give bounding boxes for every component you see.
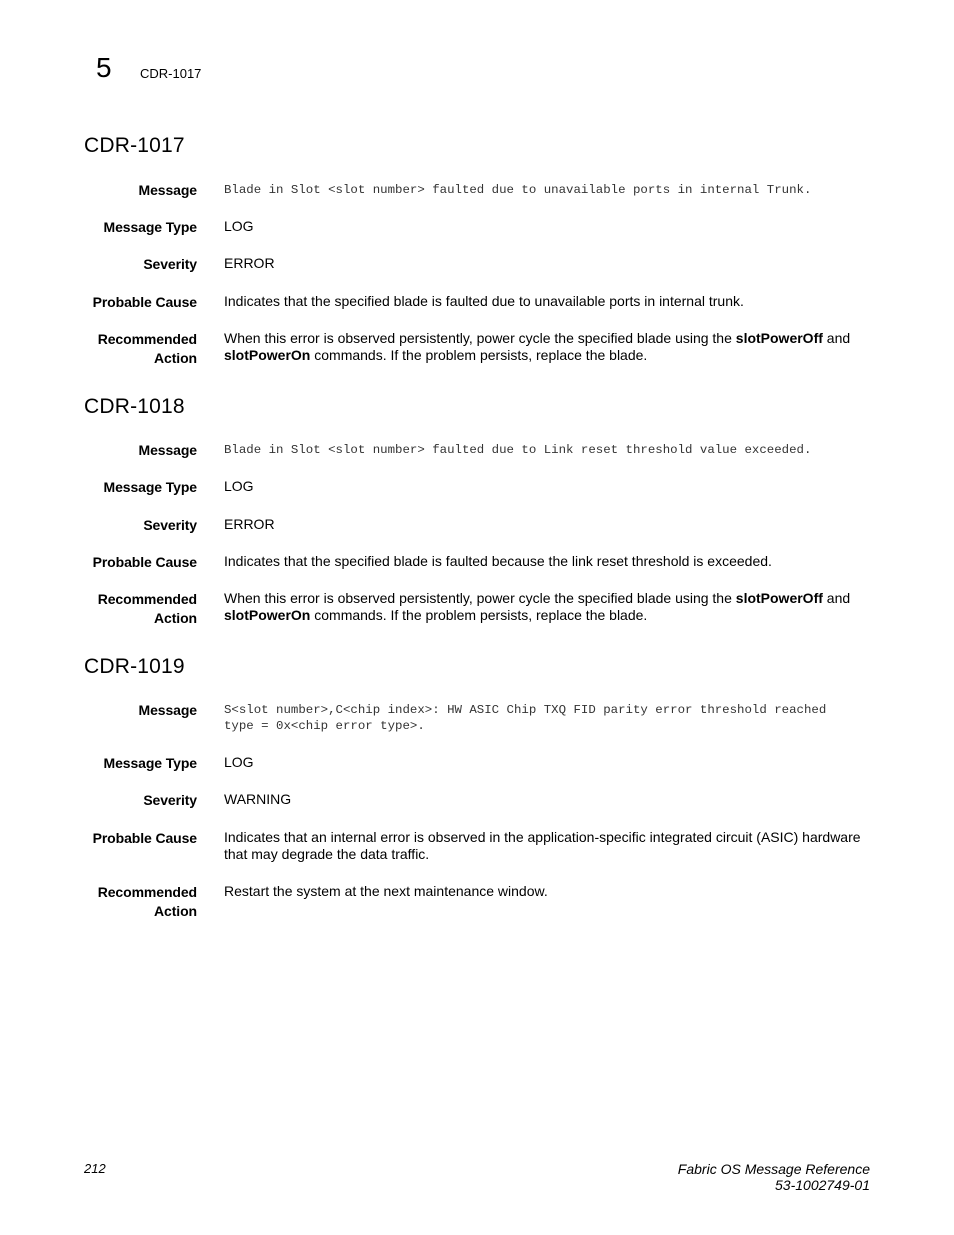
document-info bbox=[678, 1161, 870, 1193]
recommended-action-label bbox=[60, 883, 197, 921]
document-number: 53-1002749-01 bbox=[775, 1177, 870, 1193]
message-text: Blade in Slot <slot number> faulted due to unavailable ports in internal Trunk. bbox=[224, 183, 812, 197]
label-line: Recommended bbox=[97, 331, 197, 347]
probable-cause-value: Indicates that the specified blade is faulted due to unavailable ports in internal trunk. bbox=[224, 293, 744, 309]
message-label: Message bbox=[138, 442, 197, 458]
command-name: slotPowerOn bbox=[224, 347, 311, 363]
label-line: Action bbox=[154, 350, 197, 366]
page-number: 212 bbox=[84, 1161, 106, 1176]
entry-title: CDR-1019 bbox=[84, 655, 185, 678]
entry-title: CDR-1017 bbox=[84, 134, 185, 157]
cause-line: Indicates that an internal error is observed in the application-specific integrated circuit (ASIC) hardware bbox=[224, 829, 861, 845]
message-type-value: LOG bbox=[224, 478, 254, 494]
chapter-number: 5 bbox=[96, 52, 112, 83]
severity-value: ERROR bbox=[224, 516, 275, 532]
message-type-label: Message Type bbox=[103, 479, 197, 495]
document-title: Fabric OS Message Reference bbox=[677, 1161, 870, 1177]
label-line: Action bbox=[154, 610, 197, 626]
message-type-value: LOG bbox=[224, 754, 254, 770]
message-type-label: Message Type bbox=[103, 219, 197, 235]
recommended-action-value bbox=[224, 590, 869, 624]
message-text bbox=[224, 702, 869, 734]
message-line: S<slot number>,C<chip index>: HW ASIC Chip TXQ FID parity error threshold reached bbox=[224, 703, 827, 717]
severity-value: ERROR bbox=[224, 255, 275, 271]
probable-cause-label: Probable Cause bbox=[92, 830, 197, 846]
command-name: slotPowerOff bbox=[735, 330, 823, 346]
action-text: and bbox=[822, 590, 851, 606]
probable-cause-label: Probable Cause bbox=[92, 554, 197, 570]
probable-cause-label: Probable Cause bbox=[92, 294, 197, 310]
probable-cause-value bbox=[224, 829, 869, 863]
command-name: slotPowerOn bbox=[224, 607, 311, 623]
cause-line: that may degrade the data traffic. bbox=[224, 846, 430, 862]
entry-title: CDR-1018 bbox=[84, 395, 185, 418]
severity-label: Severity bbox=[143, 256, 197, 272]
recommended-action-value bbox=[224, 330, 869, 364]
severity-label: Severity bbox=[143, 517, 197, 533]
message-label: Message bbox=[138, 182, 197, 198]
action-text: commands. If the problem persists, replace the blade. bbox=[310, 607, 648, 623]
severity-value: WARNING bbox=[224, 791, 292, 807]
message-line: type = 0x<chip error type>. bbox=[224, 719, 425, 733]
message-type-value: LOG bbox=[224, 218, 254, 234]
message-type-label: Message Type bbox=[103, 755, 197, 771]
action-text: When this error is observed persistently, power cycle the specified blade using the bbox=[224, 590, 736, 606]
recommended-action-label bbox=[60, 590, 197, 628]
action-text: and bbox=[822, 330, 851, 346]
recommended-action-label bbox=[60, 330, 197, 368]
action-text: commands. If the problem persists, replace the blade. bbox=[310, 347, 648, 363]
action-text: When this error is observed persistently, power cycle the specified blade using the bbox=[224, 330, 736, 346]
recommended-action-value: Restart the system at the next maintenance window. bbox=[224, 883, 548, 899]
command-name: slotPowerOff bbox=[735, 590, 823, 606]
running-head: CDR-1017 bbox=[140, 66, 202, 81]
probable-cause-value: Indicates that the specified blade is faulted because the link reset threshold is exceeded. bbox=[224, 553, 772, 569]
message-text: Blade in Slot <slot number> faulted due to Link reset threshold value exceeded. bbox=[224, 443, 812, 457]
label-line: Recommended bbox=[97, 591, 197, 607]
severity-label: Severity bbox=[143, 792, 197, 808]
label-line: Recommended bbox=[97, 884, 197, 900]
message-label: Message bbox=[138, 702, 197, 718]
label-line: Action bbox=[154, 903, 197, 919]
